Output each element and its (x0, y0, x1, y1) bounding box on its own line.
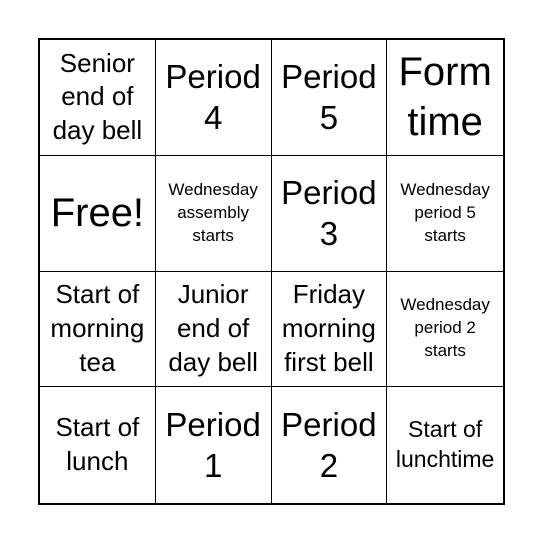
bingo-cell[interactable] (387, 387, 503, 503)
bingo-cell-label: Junior end of day bell (168, 279, 258, 377)
bingo-cell-label: Wednesday assembly starts (168, 179, 258, 245)
bingo-cell-label: Period 3 (281, 173, 377, 253)
bingo-cell-label: Start of lunch (55, 412, 140, 477)
bingo-cell[interactable] (40, 387, 156, 503)
bingo-cell[interactable] (387, 40, 503, 156)
bingo-cell-label: Start of lunchtime (395, 416, 495, 473)
bingo-cell[interactable] (272, 156, 388, 272)
bingo-cell-label: Wednesday period 2 starts (400, 295, 490, 361)
bingo-cell[interactable] (272, 40, 388, 156)
bingo-cell[interactable] (156, 387, 272, 503)
bingo-cell[interactable] (40, 272, 156, 388)
bingo-cell-label: Wednesday period 5 starts (400, 179, 490, 245)
bingo-cell-label: Friday morning first bell (281, 279, 376, 377)
bingo-cell-label: Period 4 (165, 58, 261, 137)
bingo-cell[interactable] (272, 387, 388, 503)
bingo-cell[interactable] (156, 272, 272, 388)
bingo-cell[interactable] (156, 40, 272, 156)
bingo-cell-label: Period 1 (165, 405, 261, 485)
bingo-cell-label: Senior end of day bell (52, 47, 143, 146)
bingo-cell-label: Form time (398, 50, 492, 145)
bingo-card (38, 38, 505, 505)
bingo-cell-label: Free! (50, 191, 145, 236)
bingo-cell[interactable] (156, 156, 272, 272)
bingo-cell-label: Start of morning tea (50, 279, 145, 377)
bingo-cell[interactable] (40, 156, 156, 272)
bingo-cell[interactable] (272, 272, 388, 388)
bingo-cell-label: Period 5 (281, 58, 377, 137)
bingo-cell[interactable] (387, 156, 503, 272)
bingo-cell[interactable] (40, 40, 156, 156)
bingo-cell[interactable] (387, 272, 503, 388)
bingo-cell-label: Period 2 (281, 405, 377, 485)
